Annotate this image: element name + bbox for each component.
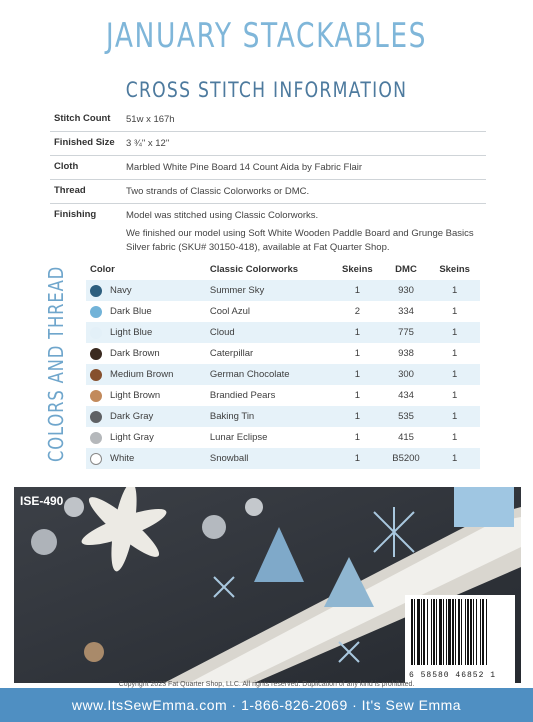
barcode-bar bbox=[436, 599, 437, 665]
info-row-finishing bbox=[50, 204, 486, 259]
dmc-skeins-cell: 1 bbox=[451, 348, 458, 359]
dmc-skeins-cell: 1 bbox=[429, 364, 480, 385]
color-swatch-icon bbox=[90, 369, 102, 381]
info-value: 3 ¾" x 12" bbox=[126, 138, 170, 149]
dmc-skeins-cell: 1 bbox=[451, 390, 458, 401]
barcode-bar bbox=[446, 599, 447, 665]
dmc-skeins-cell: 1 bbox=[429, 448, 480, 469]
table-row bbox=[86, 301, 480, 322]
colors-table bbox=[86, 258, 480, 469]
barcode-bar bbox=[423, 599, 425, 665]
cc-skeins-cell: 1 bbox=[354, 348, 361, 359]
barcode-bar bbox=[473, 599, 474, 665]
color-name-cell bbox=[86, 301, 206, 322]
color-name: Medium Brown bbox=[110, 369, 174, 380]
barcode-bar bbox=[480, 599, 481, 665]
barcode-number: 6 58580 46852 1 bbox=[409, 671, 497, 680]
finishing-line-1: Model was stitched using Classic Colorworks. bbox=[126, 210, 319, 221]
color-name-cell bbox=[86, 280, 206, 301]
page-subtitle: CROSS STITCH INFORMATION bbox=[125, 78, 408, 102]
color-name: Light Blue bbox=[110, 327, 153, 338]
classic-colorworks-cell: Lunar Eclipse bbox=[209, 432, 268, 443]
info-row-finished-size bbox=[50, 132, 486, 156]
table-row bbox=[86, 385, 480, 406]
color-name: White bbox=[110, 453, 135, 464]
table-row bbox=[86, 343, 480, 364]
cc-skeins-cell: 1 bbox=[332, 322, 383, 343]
classic-colorworks-cell: Caterpillar bbox=[209, 348, 254, 359]
dmc-skeins-cell: 1 bbox=[429, 406, 480, 427]
cc-skeins-cell: 1 bbox=[354, 390, 361, 401]
color-swatch-icon bbox=[90, 432, 102, 444]
barcode-bar bbox=[443, 599, 444, 665]
classic-colorworks-cell: Cool Azul bbox=[209, 306, 250, 317]
barcode-bar bbox=[470, 599, 472, 665]
info-value: 51w x 167h bbox=[126, 114, 175, 125]
barcode-bar bbox=[486, 599, 487, 665]
color-swatch-icon bbox=[90, 306, 102, 318]
table-row bbox=[86, 448, 480, 469]
classic-colorworks-cell: Summer Sky bbox=[206, 280, 332, 301]
cc-skeins-cell: 1 bbox=[332, 448, 383, 469]
classic-colorworks-cell: Cloud bbox=[206, 322, 332, 343]
barcode-bar bbox=[458, 599, 460, 665]
cc-skeins-cell: 1 bbox=[332, 406, 383, 427]
column-header-skeins: Skeins bbox=[342, 263, 373, 275]
classic-colorworks-cell: Snowball bbox=[206, 448, 332, 469]
table-row bbox=[86, 322, 480, 343]
color-swatch-icon bbox=[90, 285, 102, 297]
barcode-bar bbox=[427, 599, 428, 665]
barcode-bar bbox=[431, 599, 432, 665]
finishing-line-2: We finished our model using Soft White Wooden Paddle Board and Grunge Basics Silver fabric (SKU# 30150-418), available at Fat Quarter Shop. bbox=[126, 228, 474, 253]
footer-bar bbox=[0, 688, 533, 722]
table-row bbox=[86, 406, 480, 427]
product-code: ISE-490 bbox=[20, 494, 64, 508]
column-header-classic-colorworks: Classic Colorworks bbox=[209, 263, 299, 275]
cc-skeins-cell: 1 bbox=[354, 432, 361, 443]
classic-colorworks-cell: Baking Tin bbox=[206, 406, 332, 427]
color-name-cell bbox=[86, 427, 206, 448]
color-name: Light Brown bbox=[110, 390, 161, 401]
column-header-color: Color bbox=[90, 263, 115, 275]
dmc-cell: 930 bbox=[383, 280, 430, 301]
color-name-cell bbox=[86, 406, 206, 427]
color-swatch-icon bbox=[90, 327, 102, 339]
color-swatch-icon bbox=[90, 411, 102, 423]
cross-stitch-info bbox=[50, 108, 486, 259]
cc-skeins-cell: 1 bbox=[332, 280, 383, 301]
color-name: Dark Gray bbox=[110, 411, 154, 422]
footer-contact: www.ItsSewEmma.com · 1-866-826-2069 · It's Sew Emma bbox=[71, 697, 462, 713]
info-value: Marbled White Pine Board 14 Count Aida by Fabric Flair bbox=[126, 162, 363, 173]
table-row bbox=[86, 364, 480, 385]
barcode-bar bbox=[467, 599, 469, 665]
dmc-skeins-cell: 1 bbox=[451, 432, 458, 443]
barcode-bar bbox=[476, 599, 477, 665]
cc-skeins-cell: 1 bbox=[332, 364, 383, 385]
info-value bbox=[126, 209, 486, 255]
info-label: Finished Size bbox=[54, 137, 115, 148]
barcode-bar bbox=[414, 599, 415, 665]
barcode-bar bbox=[455, 599, 456, 665]
classic-colorworks-cell: German Chocolate bbox=[206, 364, 332, 385]
barcode-bar bbox=[439, 599, 442, 665]
color-name-cell bbox=[86, 322, 206, 343]
info-row-thread bbox=[50, 180, 486, 204]
color-name: Dark Brown bbox=[110, 348, 160, 359]
color-name: Light Gray bbox=[110, 432, 154, 443]
column-header-dmc: DMC bbox=[395, 263, 417, 275]
barcode-bar bbox=[452, 599, 454, 665]
info-row-stitch-count bbox=[50, 108, 486, 132]
dmc-cell: 415 bbox=[398, 432, 414, 443]
table-row bbox=[86, 280, 480, 301]
info-label: Finishing bbox=[54, 209, 97, 220]
dmc-skeins-cell: 1 bbox=[429, 280, 480, 301]
barcode-bar bbox=[433, 599, 435, 665]
color-swatch-icon bbox=[90, 348, 102, 360]
dmc-cell: 300 bbox=[383, 364, 430, 385]
barcode-bar bbox=[411, 599, 413, 665]
info-label: Cloth bbox=[54, 161, 79, 172]
table-row bbox=[86, 427, 480, 448]
color-name-cell bbox=[86, 448, 206, 469]
dmc-cell: 334 bbox=[398, 306, 414, 317]
column-header-dmc-skeins: Skeins bbox=[439, 263, 470, 275]
info-label: Thread bbox=[54, 185, 86, 196]
dmc-skeins-cell: 1 bbox=[429, 322, 480, 343]
dmc-skeins-cell: 1 bbox=[451, 306, 458, 317]
barcode-bar bbox=[482, 599, 484, 665]
color-swatch-icon bbox=[90, 453, 102, 465]
table-header-row bbox=[86, 258, 480, 280]
barcode-bar bbox=[417, 599, 420, 665]
barcode bbox=[405, 595, 515, 685]
info-label: Stitch Count bbox=[54, 113, 111, 124]
page-title: JANUARY STACKABLES bbox=[105, 16, 428, 56]
info-value: Two strands of Classic Colorworks or DMC. bbox=[126, 186, 310, 197]
dmc-cell: B5200 bbox=[383, 448, 430, 469]
barcode-bar bbox=[421, 599, 422, 665]
dmc-cell: 938 bbox=[398, 348, 414, 359]
dmc-cell: 434 bbox=[398, 390, 414, 401]
color-name-cell bbox=[86, 385, 206, 406]
colors-and-thread-label: COLORS AND THREAD bbox=[44, 265, 68, 462]
barcode-bar bbox=[461, 599, 462, 665]
barcode-bar bbox=[465, 599, 466, 665]
color-name-cell bbox=[86, 343, 206, 364]
barcode-bar bbox=[448, 599, 451, 665]
color-name: Dark Blue bbox=[110, 306, 152, 317]
barcode-bars bbox=[405, 595, 515, 669]
dmc-cell: 535 bbox=[383, 406, 430, 427]
cc-skeins-cell: 2 bbox=[354, 306, 361, 317]
copyright-notice: Copyright 2023 Fat Quarter Shop, LLC. All rights reserved. Duplication of any kind is prohibited. bbox=[118, 681, 415, 688]
color-name: Navy bbox=[110, 285, 132, 296]
classic-colorworks-cell: Brandied Pears bbox=[209, 390, 276, 401]
info-row-cloth bbox=[50, 156, 486, 180]
color-swatch-icon bbox=[90, 390, 102, 402]
dmc-cell: 775 bbox=[383, 322, 430, 343]
color-name-cell bbox=[86, 364, 206, 385]
